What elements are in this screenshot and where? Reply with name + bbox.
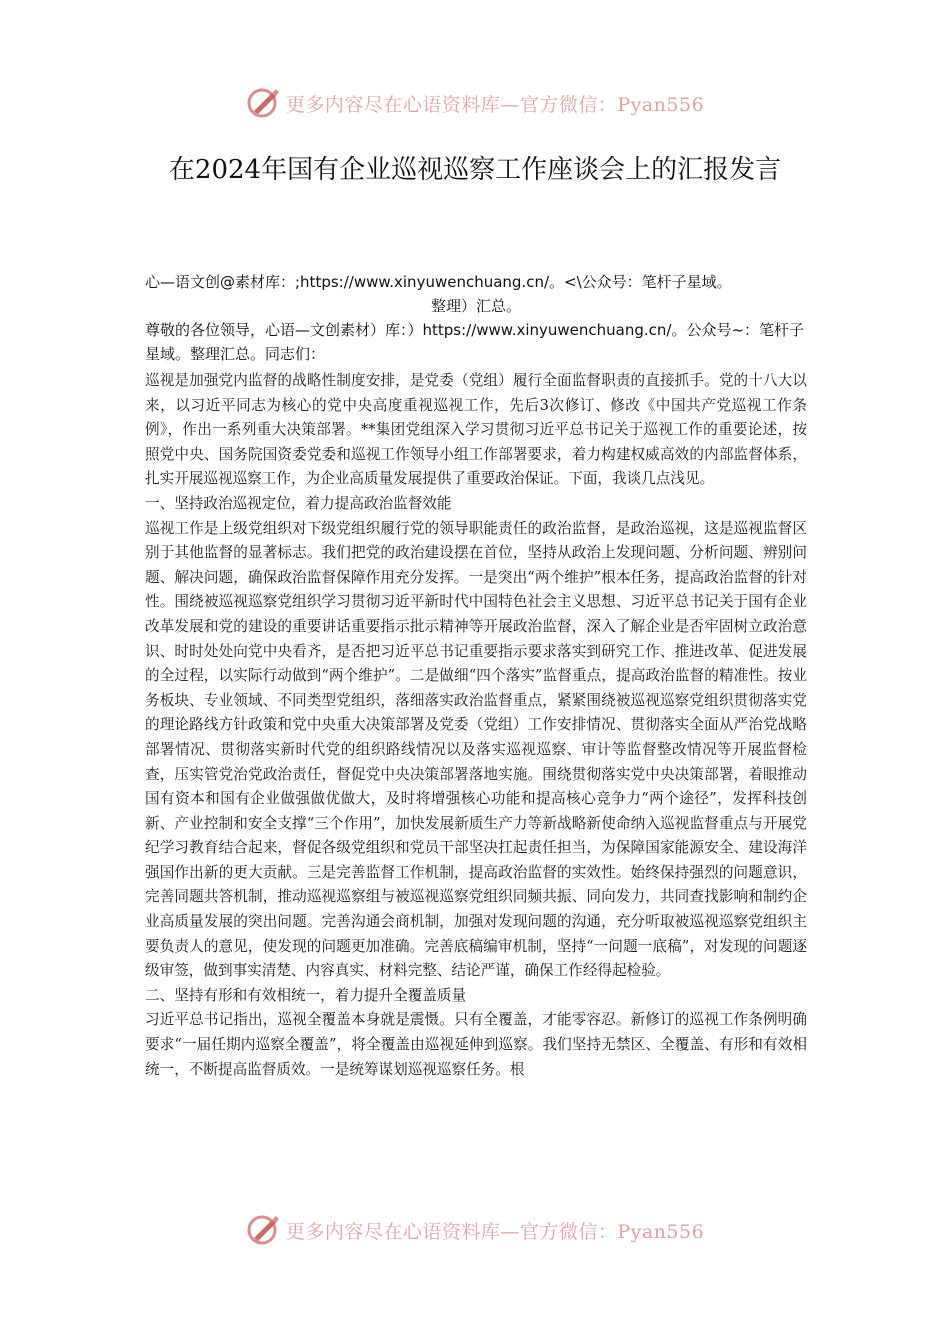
header-watermark-banner [0,83,950,123]
source-line-tail: 整理）汇总。 [430,297,521,315]
watermark-text: 更多内容尽在心语资料库—官方微信：Pyan556 [285,1220,705,1243]
salutation-line: 尊敬的各位领导，心语—文创素材）库：）https://www.xinyuwenchuang.cn/。公众号~：笔杆子星域。整理汇总。同志们： [145,321,805,363]
source-line [145,270,807,318]
footer-watermark-banner [0,1210,950,1250]
pen-logo-icon [246,1212,282,1248]
source-line-text: 心—语文创@素材库：;https://www.xinyuwenchuang.cn/。<\公众号：笔杆子星域。 [145,273,732,291]
section-heading-1: 一、坚持政治巡视定位，着力提高政治监督效能 [145,494,452,512]
document-title: 在2024年国有企业巡视巡察工作座谈会上的汇报发言 [168,155,782,185]
paragraph-section-2: 习近平总书记指出，巡视全覆盖本身就是震慑。只有全覆盖，才能零容忍。新修订的巡视工作条例明确要求“一届任期内巡察全覆盖”，将全覆盖由巡视延伸到巡察。我们坚持无禁区、全覆盖、有形和有效相统一，不断提高监督质效。一是统筹谋划巡视巡察任务。根 [145,1011,807,1078]
paragraph-section-1: 巡视工作是上级党组织对下级党组织履行党的领导职能责任的政治监督，是政治巡视，这是巡视监督区别于其他监督的显著标志。我们把党的政治建设摆在首位，坚持从政治上发现问题、分析问题、辨别问题、解决问题，确保政治监督保障作用充分发挥。一是突出“两个维护”根本任务，提高政治监督的针对性。围绕被巡视巡察党组织学习贯彻习近平新时代中国特色社会主义思想、习近平总书记关于国有企业改革发展和党的建设的重要讲话重要指示批示精神等开展政治监督，深入了解企业是否牢固树立政治意识、时时处处向党中央看齐，是否把习近平总书记重要指示要求落实到研究工作、推进改革、促进发展的全过程，以实际行动做到“两个维护”。二是做细“四个落实”监督重点，提高政治监督的精准性。按业务板块、专业领域、不同类型党组织，落细落实政治监督重点，紧紧围绕被巡视巡察党组织贯彻落实党的理论路线方针政策和党中央重大决策部署及党委（党组）工作安排情况、贯彻落实全面从严治党战略部署情况、贯彻落实新时代党的组织路线情况以及落实巡视巡察、审计等监督整改情况等开展监督检查，压实管党治党政治责任，督促党中央决策部署落地实施。围绕贯彻落实党中央决策部署，着眼推动国有资本和国有企业做强做优做大，及时将增强核心功能和提高核心竞争力“两个途径”，发挥科技创新、产业控制和安全支撑“三个作用”，加快发展新质生产力等新战略新使命纳入巡视监督重点与开展党纪学习教育结合起来，督促各级党组织和党员干部坚决扛起责任担当，为保障国家能源安全、建设海洋强国作出新的更大贡献。三是完善监督工作机制，提高政治监督的实效性。始终保持强烈的问题意识，完善同题共答机制，推动巡视巡察组与被巡视巡察党组织同频共振、同向发力，共同查找影响和制约企业高质量发展的突出问题。完善沟通会商机制，加强对发现问题的沟通，充分听取被巡视巡察党组织主要负责人的意见，使发现的问题更加准确。完善底稿编审机制，坚持“一问题一底稿”，对发现的问题逐级审签，做到事实清楚、内容真实、材料完整、结论严谨，确保工作经得起检验。 [145,519,807,980]
pen-logo-icon [246,85,282,121]
section-heading-2: 二、坚持有形和有效相统一，着力提升全覆盖质量 [145,986,467,1004]
watermark-text: 更多内容尽在心语资料库—官方微信：Pyan556 [285,93,705,116]
document-body [145,369,807,1082]
paragraph-intro: 巡视是加强党内监督的战略性制度安排，是党委（党组）履行全面监督职责的直接抓手。党的十八大以来，以习近平同志为核心的党中央高度重视巡视工作，先后3次修订、修改《中国共产党巡视工作条例》，作出一系列重大决策部署。**集团党组深入学习贯彻习近平总书记关于巡视工作的重要论述，按照党中央、国务院国资委党委和巡视工作领导小组工作部署要求，着力构建权威高效的内部监督体系，扎实开展巡视巡察工作，为企业高质量发展提供了重要政治保证。下面，我谈几点浅见。 [145,372,807,488]
